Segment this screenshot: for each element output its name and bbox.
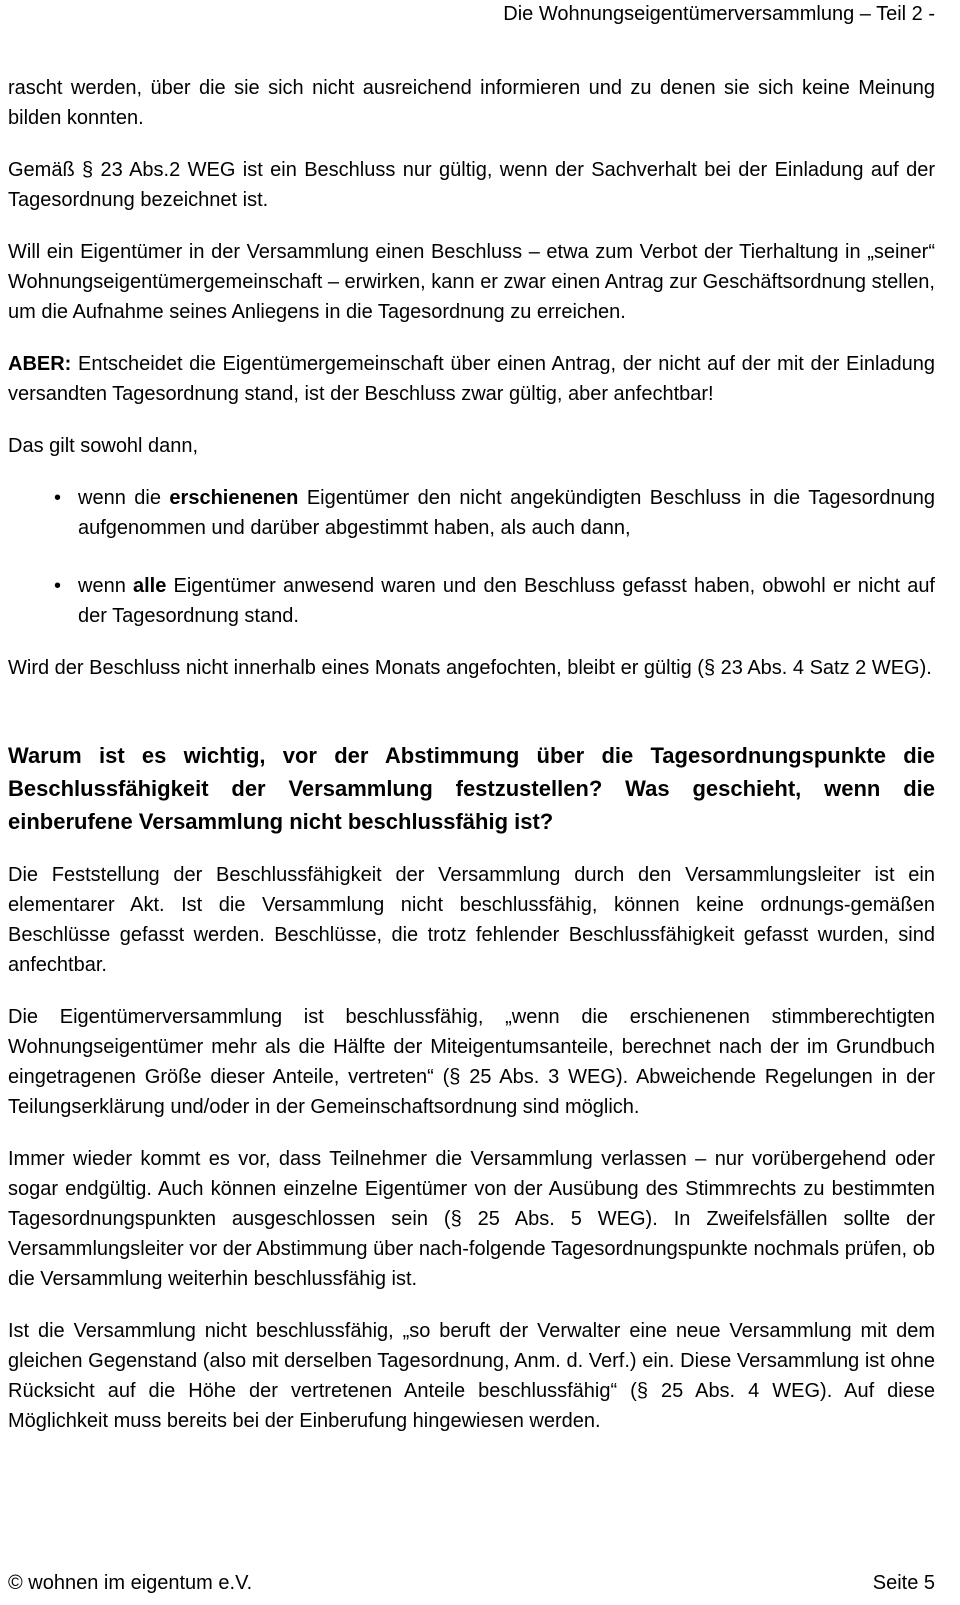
bullet2-bold-word: alle	[132, 575, 167, 597]
bullet-icon: •	[54, 487, 62, 509]
bullet1-bold-word: erschienenen	[169, 487, 299, 509]
paragraph-continuation: rascht werden, über die sie sich nicht ausreichend informieren und zu denen sie sich keine Meinung bilden konnten.	[8, 77, 935, 129]
bullet-list	[8, 483, 935, 631]
copyright-notice: © wohnen im eigentum e.V.	[8, 1572, 253, 1594]
paragraph-beschlussfaehigkeit: Die Eigentümerversammlung ist beschlussfähig, „wenn die erschienenen stimmberechtigten Wohnungseigentümer mehr als die Hälfte der Miteigentumsanteile, berechnet nach der im Grundbuch eingetragenen Größe dieser Anteile, vertreten“ (§ 25 Abs. 3 WEG). Abweichende Regelungen in der Teilungserklärung und/oder in der Gemeinschaftsordnung sind möglich.	[8, 1006, 935, 1118]
page-body	[0, 73, 960, 1436]
page-footer	[8, 1571, 935, 1595]
aber-text: Entscheidet die Eigentümergemeinschaft über einen Antrag, der nicht auf der mit der Einladung versandten Tagesordnung stand, ist der Beschluss zwar gültig, aber anfechtbar!	[8, 353, 935, 405]
bullet2-text-pre: wenn	[78, 575, 133, 597]
paragraph-das-gilt: Das gilt sowohl dann,	[8, 435, 199, 457]
bullet-icon: •	[54, 575, 62, 597]
paragraph-monatsfrist: Wird der Beschluss nicht innerhalb eines Monats angefochten, bleibt er gültig (§ 23 Abs. 4 Satz 2 WEG).	[8, 657, 932, 679]
paragraph-antrag-geschaeftsordnung: Will ein Eigentümer in der Versammlung einen Beschluss – etwa zum Verbot der Tierhaltung in „seiner“ Wohnungseigentümergemeinschaft – erwirken, kann er zwar einen Antrag zur Geschäftsordnung stellen, um die Aufnahme seines Anliegens in die Tagesordnung zu erreichen.	[8, 241, 935, 323]
aber-label: ABER:	[8, 353, 72, 375]
paragraph-aber	[8, 349, 935, 409]
list-item-erschienene-eigentuemer	[54, 483, 935, 543]
running-title: Die Wohnungseigentümerversammlung – Teil 2 -	[503, 3, 935, 25]
page-number: Seite 5	[872, 1572, 935, 1594]
bullet1-text-pre: wenn die	[78, 487, 170, 509]
paragraph-feststellung: Die Feststellung der Beschlussfähigkeit der Versammlung durch den Versammlungsleiter ist ein elementarer Akt. Ist die Versammlung nicht beschlussfähig, können keine ordnungs-gemäßen Beschlüsse gefasst werden. Beschlüsse, die trotz fehlender Beschlussfähigkeit gefasst wurden, sind anfechtbar.	[8, 864, 935, 976]
bullet2-text-post: Eigentümer anwesend waren und den Beschluss gefasst haben, obwohl er nicht auf der Tagesordnung stand.	[78, 575, 935, 627]
bullet1-text-post: Eigentümer den nicht angekündigten Beschluss in die Tagesordnung aufgenommen und darüber abgestimmt haben, als auch dann,	[78, 487, 935, 539]
paragraph-gemaess-23-weg: Gemäß § 23 Abs.2 WEG ist ein Beschluss nur gültig, wenn der Sachverhalt bei der Einladung auf der Tagesordnung bezeichnet ist.	[8, 159, 935, 211]
section-heading: Warum ist es wichtig, vor der Abstimmung über die Tagesordnungspunkte die Beschlussfähigkeit der Versammlung festzustellen? Was geschieht, wenn die einberufene Versammlung nicht beschlussfähig ist?	[8, 743, 935, 834]
paragraph-teilnehmer-verlassen: Immer wieder kommt es vor, dass Teilnehmer die Versammlung verlassen – nur vorübergehend oder sogar endgültig. Auch können einzelne Eigentümer von der Ausübung des Stimmrechts zu bestimmten Tagesordnungspunkten ausgeschlossen sein (§ 25 Abs. 5 WEG). In Zweifelsfällen sollte der Versammlungsleiter vor der Abstimmung über nach-folgende Tagesordnungspunkte nochmals prüfen, ob die Versammlung weiterhin beschlussfähig ist.	[8, 1148, 935, 1290]
page-header	[0, 0, 960, 25]
list-item-alle-eigentuemer	[54, 571, 935, 631]
paragraph-neue-versammlung: Ist die Versammlung nicht beschlussfähig, „so beruft der Verwalter eine neue Versammlung mit dem gleichen Gegenstand (also mit derselben Tagesordnung, Anm. d. Verf.) ein. Diese Versammlung ist ohne Rücksicht auf die Höhe der vertretenen Anteile beschlussfähig“ (§ 25 Abs. 4 WEG). Auf diese Möglichkeit muss bereits bei der Einberufung hingewiesen werden.	[8, 1320, 935, 1432]
